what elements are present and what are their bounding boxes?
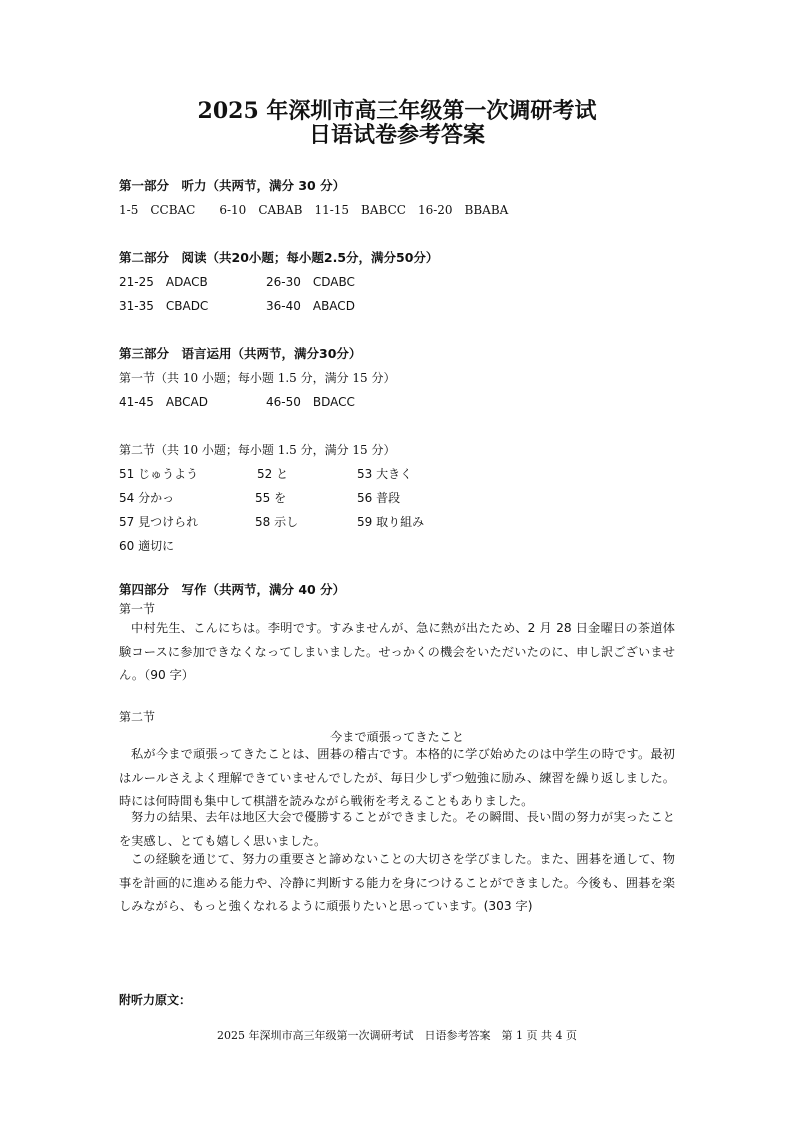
- part2-heading: 第二部分 阅读（共20小题；每小题2.5分，满分50分）: [119, 250, 439, 265]
- part3-sec1-heading: 第一节（共 10 小题；每小题 1.5 分，满分 15 分）: [119, 371, 396, 385]
- part1-heading: 第一部分 听力（共两节，满分 30 分）: [119, 178, 346, 193]
- part2-row1-b: 26-30 CDABC: [266, 275, 355, 289]
- part1-answers: 1-5 CCBAC 6-10 CABAB 11-15 BABCC 16-20 BBABA: [119, 203, 509, 217]
- essay-title: 今まで頑張ってきたこと: [329, 730, 465, 744]
- part4-heading: 第四部分 写作（共两节，满分 40 分）: [119, 582, 346, 597]
- part3-heading: 第三部分 语言运用（共两节，满分30分）: [119, 346, 362, 361]
- answer-59: 59 取り組み: [357, 515, 425, 529]
- essay-paragraph-3: この経験を通じて、努力の重要さと諦めないことの大切さを学びました。また、囲碁を通して、物事を計画的に進める能力や、冷静に判断する能力を身につけることができました。今後も、囲碁を楽しみながら、もっと強くなれるように頑張りたいと思っています。(303 字): [119, 852, 675, 913]
- part4-sec1-text: 中村先生、こんにちは。李明です。すみませんが、急に熱が出たため、2 月 28 日金曜日の茶道体験コースに参加できなくなってしまいました。せっかくの機会をいただいたのに、申し訳ございません。（90 字）: [119, 621, 675, 682]
- answer-52: 52 と: [257, 467, 289, 481]
- answer-53: 53 大きく: [357, 467, 413, 481]
- part3-sec1-a: 41-45 ABCAD: [119, 395, 208, 409]
- answer-51: 51 じゅうよう: [119, 467, 199, 481]
- page-footer: 2025 年深圳市高三年级第一次调研考试 日语参考答案 第 1 页 共 4 页: [217, 1029, 577, 1042]
- answer-57: 57 見つけられ: [119, 515, 199, 529]
- part2-row2-a: 31-35 CBADC: [119, 299, 209, 313]
- essay-paragraph-2: 努力の結果、去年は地区大会で優勝することができました。その瞬間、長い間の努力が実ったことを実感し、とても嬉しく思いました。: [119, 810, 675, 848]
- part3-sec2-heading: 第二节（共 10 小题；每小题 1.5 分，满分 15 分）: [119, 443, 396, 457]
- part2-row1-a: 21-25 ADACB: [119, 275, 208, 289]
- document-title: 2025 年深圳市高三年级第一次调研考试: [197, 98, 597, 124]
- essay-paragraph-1: 私が今まで頑張ってきたことは、囲碁の稽古です。本格的に学び始めたのは中学生の時です。最初はルールさえよく理解できていませんでしたが、毎日少しずつ勉強に励み、練習を繰り返しました。時には何時間も集中して棋譜を読みながら戦術を考えることもありました。: [119, 747, 675, 808]
- appendix-label: 附听力原文：: [119, 993, 192, 1007]
- answer-60: 60 適切に: [119, 539, 175, 553]
- part3-sec1-b: 46-50 BDACC: [266, 395, 355, 409]
- part2-row2-b: 36-40 ABACD: [266, 299, 355, 313]
- answer-56: 56 普段: [357, 491, 401, 505]
- part4-sec1-label: 第一节: [119, 602, 156, 616]
- answer-55: 55 を: [255, 491, 287, 505]
- document-subtitle: 日语试卷参考答案: [308, 122, 485, 148]
- answer-54: 54 分かっ: [119, 491, 175, 505]
- part4-sec2-label: 第二节: [119, 710, 156, 724]
- answer-58: 58 示し: [255, 515, 299, 529]
